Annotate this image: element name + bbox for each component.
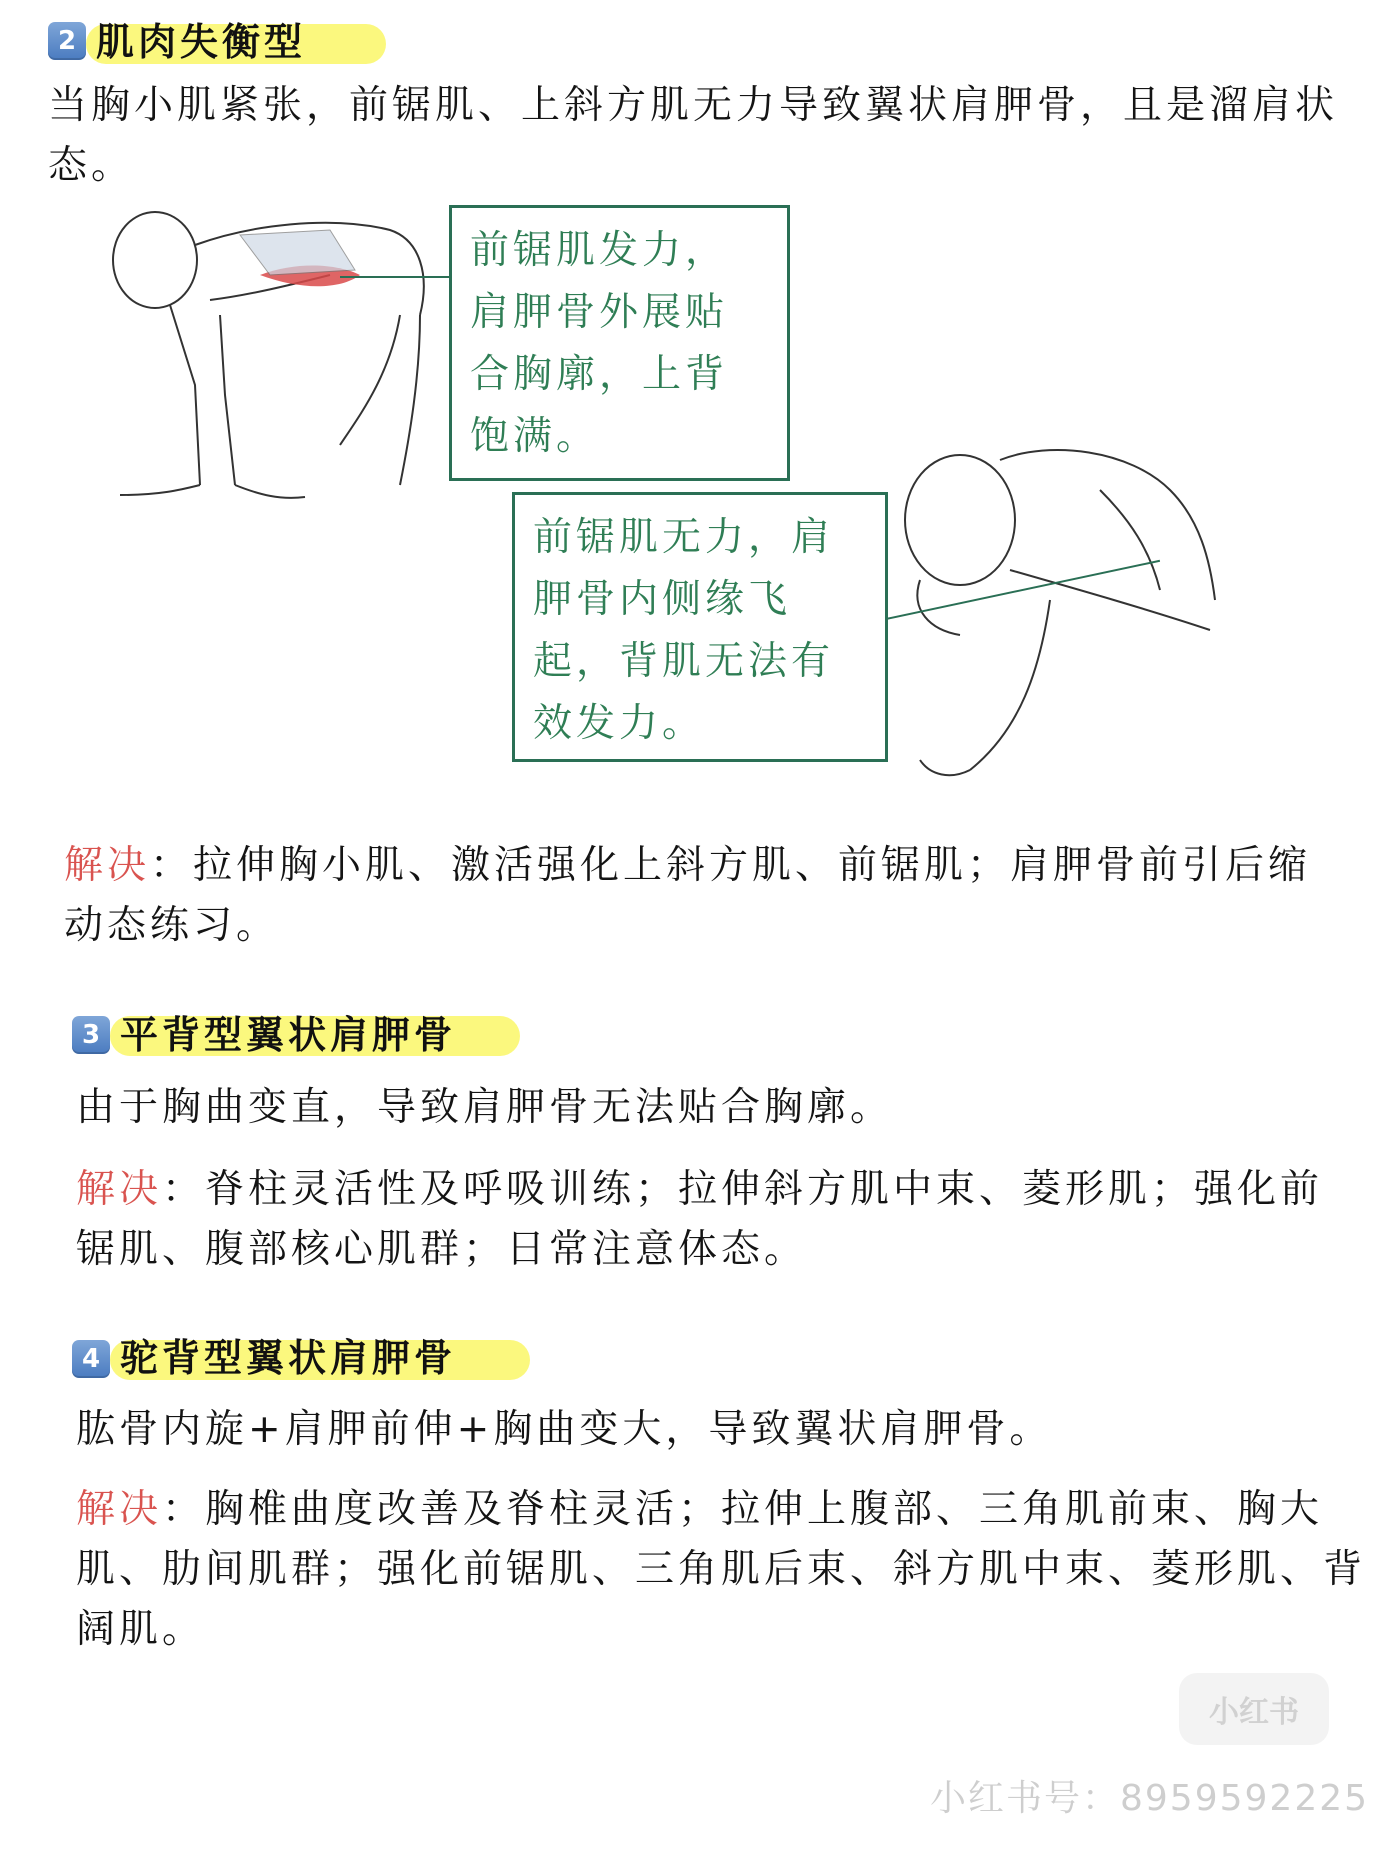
section-title: 肌肉失衡型 [96, 20, 307, 64]
section-title: 驼背型翼状肩胛骨 [120, 1336, 457, 1380]
solution-text: ：脊柱灵活性及呼吸训练；拉伸斜方肌中束、菱形肌；强化前锯肌、腹部核心肌群；日常注意体态。 [76, 1167, 1324, 1272]
callout-serratus-weak: 前锯肌无力，肩胛骨内侧缘飞起，背肌无法有效发力。 [512, 492, 888, 762]
section-number-badge: 3 [72, 1016, 110, 1054]
watermark-account: 小红书号：8959592225 [930, 1778, 1370, 1819]
section-description: 肱骨内旋+肩胛前伸+胸曲变大，导致翼状肩胛骨。 [76, 1407, 1053, 1452]
solution-text: ：胸椎曲度改善及脊柱灵活；拉伸上腹部、三角肌前束、胸大肌、肋间肌群；强化前锯肌、三角肌后束、斜方肌中束、菱形肌、背阔肌。 [76, 1487, 1367, 1652]
section-number-badge: 2 [48, 22, 86, 60]
solution-label: 解决 [64, 843, 151, 888]
watermark-logo: 小红书 [1179, 1673, 1329, 1745]
section-description: 由于胸曲变直，导致肩胛骨无法贴合胸廓。 [76, 1085, 894, 1130]
quadruped-illustration [100, 205, 440, 515]
callout-connector-line [340, 276, 450, 278]
section-solution [76, 1480, 1366, 1660]
winged-scapula-illustration [900, 440, 1220, 810]
section-description: 当胸小肌紧张，前锯肌、上斜方肌无力导致翼状肩胛骨，且是溜肩状态。 [48, 83, 1339, 188]
section-title: 平背型翼状肩胛骨 [120, 1013, 457, 1057]
section-solution [76, 1160, 1366, 1280]
solution-label: 解决 [76, 1167, 163, 1212]
solution-label: 解决 [76, 1487, 163, 1532]
section-number-badge: 4 [72, 1340, 110, 1378]
section-solution [64, 836, 1334, 956]
callout-serratus-active: 前锯肌发力，肩胛骨外展贴合胸廓，上背饱满。 [449, 205, 790, 481]
solution-text: ：拉伸胸小肌、激活强化上斜方肌、前锯肌；肩胛骨前引后缩动态练习。 [64, 843, 1312, 948]
